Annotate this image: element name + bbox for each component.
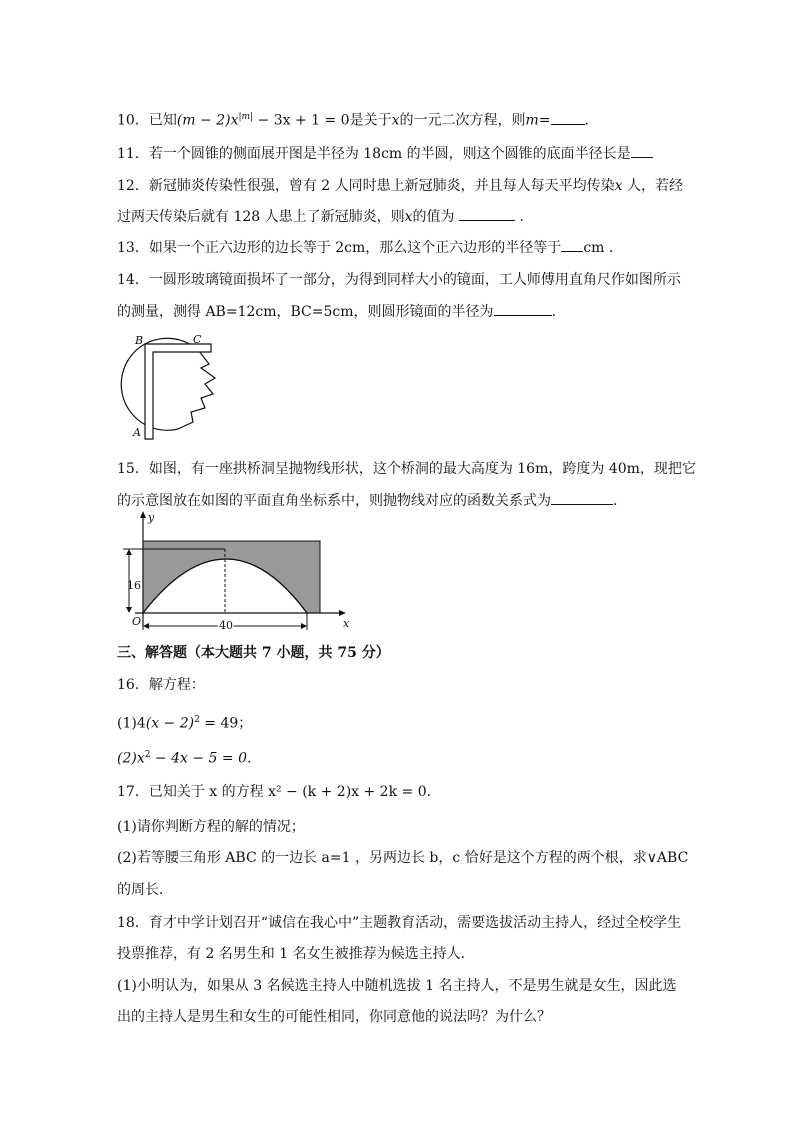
question-text: 投票推荐，有 2 名男生和 1 名女生被推荐为候选主持人． bbox=[117, 946, 475, 962]
answer-blank bbox=[631, 143, 653, 158]
broken-edge bbox=[178, 351, 215, 429]
shaded-region bbox=[143, 541, 320, 613]
question-18-line-2 bbox=[117, 944, 475, 964]
question-10 bbox=[117, 107, 589, 131]
question-17 bbox=[117, 782, 441, 802]
height-label: 16 bbox=[127, 579, 141, 592]
question-18-part-1-cont bbox=[117, 1007, 551, 1027]
question-12-line-2 bbox=[117, 206, 524, 227]
width-arrow-left bbox=[143, 623, 149, 629]
answer-blank bbox=[551, 490, 613, 505]
question-15-line-1 bbox=[117, 459, 696, 479]
question-number: 12． bbox=[117, 178, 149, 194]
part-text: 的周长． bbox=[117, 882, 173, 898]
part-text: (2)若等腰三角形 ABC 的一边长 a=1 ，另两边长 b，c 恰好是这个方程的两个根，求∨ABC bbox=[117, 850, 689, 866]
question-text: 若一个圆锥的侧面展开图是半径为 18cm 的半圆，则这个圆锥的底面半径长是 bbox=[148, 146, 631, 162]
question-text: 如图，有一座拱桥洞呈抛物线形状，这个桥洞的最大高度为 16m，跨度为 40m，现把它 bbox=[148, 461, 696, 477]
question-16-part-2 bbox=[117, 745, 261, 769]
question-number: 18． bbox=[117, 915, 149, 931]
math-variable: x bbox=[614, 178, 623, 194]
question-text: 的一元二次方程，则 bbox=[399, 112, 526, 129]
math-expression: (m − 2)x bbox=[176, 112, 239, 129]
punctuation: . bbox=[519, 209, 524, 225]
math-exponent: 2 bbox=[194, 715, 200, 725]
math-variable: x bbox=[391, 112, 400, 129]
question-number: 13． bbox=[117, 240, 149, 256]
width-label: 40 bbox=[219, 619, 233, 632]
answer-blank bbox=[459, 206, 515, 221]
math-expression: = 49； bbox=[199, 715, 253, 732]
question-text: 的示意图放在如图的平面直角坐标系中，则抛物线对应的函数关系式为 bbox=[117, 493, 551, 509]
math-variable: m bbox=[525, 112, 539, 129]
answer-blank bbox=[551, 110, 585, 125]
question-18-line-1 bbox=[117, 913, 681, 933]
answer-blank bbox=[561, 237, 583, 252]
question-13 bbox=[117, 237, 613, 258]
question-text: 解方程： bbox=[148, 677, 205, 693]
question-text: 的测量，测得 AB=12cm，BC=5cm，则圆形镜面的半径为 bbox=[117, 304, 494, 320]
question-number: 15． bbox=[117, 461, 149, 477]
punctuation: . bbox=[551, 304, 556, 320]
question-number: 11． bbox=[117, 146, 149, 162]
math-expression: − 4x − 5 = 0． bbox=[150, 750, 261, 767]
math-expression: − 3x + 1 = 0是关于 bbox=[253, 112, 392, 129]
question-number: 10． bbox=[117, 112, 149, 129]
y-axis-label: y bbox=[148, 511, 155, 524]
question-text: 如果一个正六边形的边长等于 2cm，那么这个正六边形的半径等于 bbox=[148, 240, 562, 256]
question-number: 14． bbox=[117, 272, 149, 288]
part-text: (1)请你判断方程的解的情况； bbox=[117, 819, 305, 835]
question-12-line-1 bbox=[117, 176, 683, 196]
question-text: 一圆形玻璃镜面损坏了一部分，为得到同样大小的镜面，工人师傅用直角尺作如图所示 bbox=[148, 272, 681, 288]
math-exponent: |m| bbox=[238, 112, 254, 122]
punctuation: . bbox=[613, 493, 618, 509]
origin-label: O bbox=[132, 615, 142, 628]
question-17-part-2 bbox=[117, 848, 688, 868]
question-text: 过两天传染后就有 128 人患上了新冠肺炎，则 bbox=[117, 209, 405, 225]
y-axis-arrow bbox=[140, 511, 146, 518]
question-text: 的值为 bbox=[412, 209, 455, 225]
math-expression: (x − 2) bbox=[145, 715, 195, 732]
question-11 bbox=[117, 143, 653, 164]
unit: cm bbox=[583, 240, 605, 256]
math-exponent: 2 bbox=[144, 750, 151, 760]
right-angle-ruler bbox=[145, 344, 211, 439]
label-b: B bbox=[135, 334, 144, 347]
question-17-part-2-cont bbox=[117, 880, 173, 900]
x-axis-arrow bbox=[339, 610, 346, 616]
arch-bridge-figure bbox=[117, 508, 357, 634]
section-heading: 三、解答题（本大题共 7 小题，共 75 分） bbox=[117, 645, 390, 661]
math-variable: x bbox=[404, 209, 413, 225]
question-14-line-1 bbox=[117, 270, 681, 290]
question-16-part-1 bbox=[117, 710, 252, 734]
height-arrow-bottom bbox=[126, 607, 132, 613]
question-text: 育才中学计划召开“诚信在我心中”主题教育活动，需要选拔活动主持人，经过全校学生 bbox=[148, 915, 682, 931]
part-label: (1)4 bbox=[117, 715, 146, 732]
punctuation: . bbox=[608, 240, 614, 256]
question-18-part-1 bbox=[117, 976, 676, 996]
height-arrow-top bbox=[126, 549, 132, 555]
x-axis-label: x bbox=[343, 617, 350, 630]
question-14-line-2 bbox=[117, 301, 556, 322]
part-text: 出的主持人是男生和女生的可能性相同，你同意他的说法吗？为什么？ bbox=[117, 1009, 551, 1025]
question-number: 17． bbox=[117, 784, 149, 800]
math-operator: = bbox=[538, 112, 551, 129]
question-16 bbox=[117, 675, 205, 695]
math-expression: (2)x bbox=[117, 750, 145, 767]
mirror-figure bbox=[117, 332, 227, 442]
question-number: 16． bbox=[117, 677, 149, 693]
question-text: 已知关于 x 的方程 x² − (k + 2)x + 2k = 0． bbox=[148, 784, 441, 800]
question-text: 已知 bbox=[148, 112, 177, 129]
punctuation: . bbox=[584, 112, 589, 129]
answer-blank bbox=[494, 301, 552, 316]
question-text: 新冠肺炎传染性很强，曾有 2 人同时患上新冠肺炎，并且每人每天平均传染 bbox=[148, 178, 615, 194]
question-17-part-1 bbox=[117, 817, 305, 837]
part-text: (1)小明认为，如果从 3 名候选主持人中随机选拔 1 名主持人，不是男生就是女生，因此选 bbox=[117, 978, 677, 994]
label-a: A bbox=[133, 426, 141, 439]
question-text: 人，若经 bbox=[622, 178, 683, 194]
label-c: C bbox=[193, 333, 202, 346]
width-arrow-right bbox=[301, 623, 307, 629]
